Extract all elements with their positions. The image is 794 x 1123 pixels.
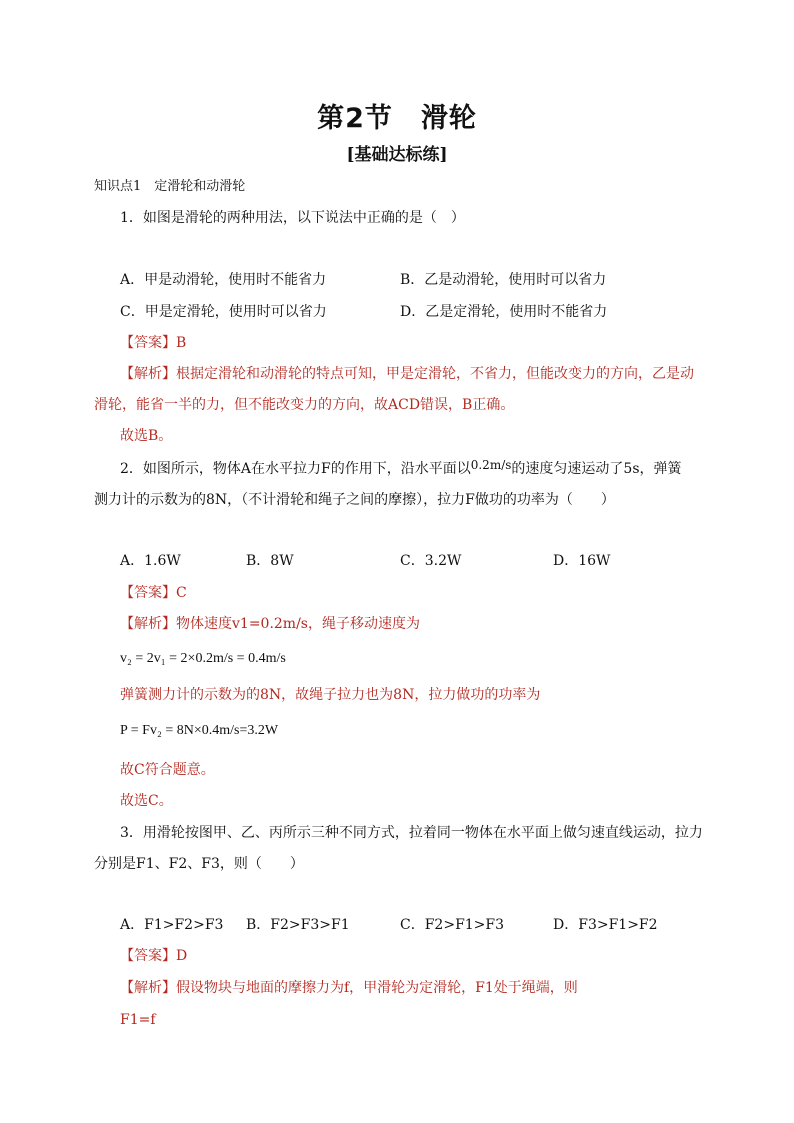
q2-conclusion: 故选C。 [120, 793, 173, 809]
q1-option-c: C．甲是定滑轮，使用时可以省力 [120, 304, 327, 320]
q2-option-b: B．8W [246, 553, 294, 569]
q1-analysis-line2: 滑轮，能省一半的力，但不能改变力的方向，故ACD错误，B正确。 [94, 397, 515, 413]
q1-stem: 1．如图是滑轮的两种用法，以下说法中正确的是（ ） [120, 210, 465, 226]
q2-stem-line2: 测力计的示数为的8N，（不计滑轮和绳子之间的摩擦），拉力F做功的功率为（ ） [94, 492, 615, 508]
page-title: 第2节 滑轮 [317, 103, 477, 134]
q3-option-d: D．F3>F1>F2 [553, 917, 658, 933]
q3-formula-f1: F1=f [120, 1012, 156, 1028]
q2-formula-speed: v₂ = 2v₁ = 2×0.2m/s = 0.4m/s [120, 651, 286, 666]
q1-option-b: B．乙是动滑轮，使用时可以省力 [400, 272, 607, 288]
q2-answer: 【答案】C [120, 585, 187, 601]
q2-speed: 0.2m/s [470, 458, 512, 472]
q2-option-a: A．1.6W [120, 553, 181, 569]
page-subtitle: [基础达标练] [346, 145, 448, 165]
q2-stem-line1 [120, 459, 682, 479]
q2-stem-part-a: 2．如图所示，物体A在水平拉力F的作用下，沿水平面以 [120, 461, 471, 477]
q2-option-d: D．16W [553, 553, 611, 569]
q2-stem-part-b: 的速度匀速运动了5s，弹簧 [511, 461, 682, 477]
q3-stem-line1: 3．用滑轮按图甲、乙、丙所示三种不同方式，拉着同一物体在水平面上做匀速直线运动，拉力 [120, 825, 703, 841]
q2-analysis-line3: 故C符合题意。 [120, 762, 215, 778]
q2-formula-power: P = Fv₂ = 8N×0.4m/s=3.2W [120, 723, 279, 738]
q3-option-a: A．F1>F2>F3 [120, 917, 224, 933]
q3-stem-line2: 分别是F1、F2、F3，则（ ） [94, 856, 304, 872]
q1-analysis-line1: 【解析】根据定滑轮和动滑轮的特点可知，甲是定滑轮，不省力，但能改变力的方向，乙是动 [120, 366, 694, 382]
q2-analysis-line2: 弹簧测力计的示数为的8N，故绳子拉力也为8N，拉力做功的功率为 [120, 687, 541, 703]
q3-option-c: C．F2>F1>F3 [400, 917, 505, 933]
q3-analysis-line1: 【解析】假设物块与地面的摩擦力为f，甲滑轮为定滑轮，F1处于绳端，则 [120, 980, 578, 996]
q2-option-c: C．3.2W [400, 553, 462, 569]
q3-option-b: B．F2>F3>F1 [246, 917, 350, 933]
q1-option-d: D．乙是定滑轮，使用时不能省力 [400, 304, 608, 320]
q1-option-a: A．甲是动滑轮，使用时不能省力 [120, 272, 327, 288]
section-heading: 知识点1 定滑轮和动滑轮 [94, 179, 246, 194]
q1-answer: 【答案】B [120, 335, 187, 351]
q3-answer: 【答案】D [120, 948, 188, 964]
q2-analysis-line1: 【解析】物体速度v1=0.2m/s，绳子移动速度为 [120, 616, 420, 632]
q1-conclusion: 故选B。 [120, 428, 173, 444]
